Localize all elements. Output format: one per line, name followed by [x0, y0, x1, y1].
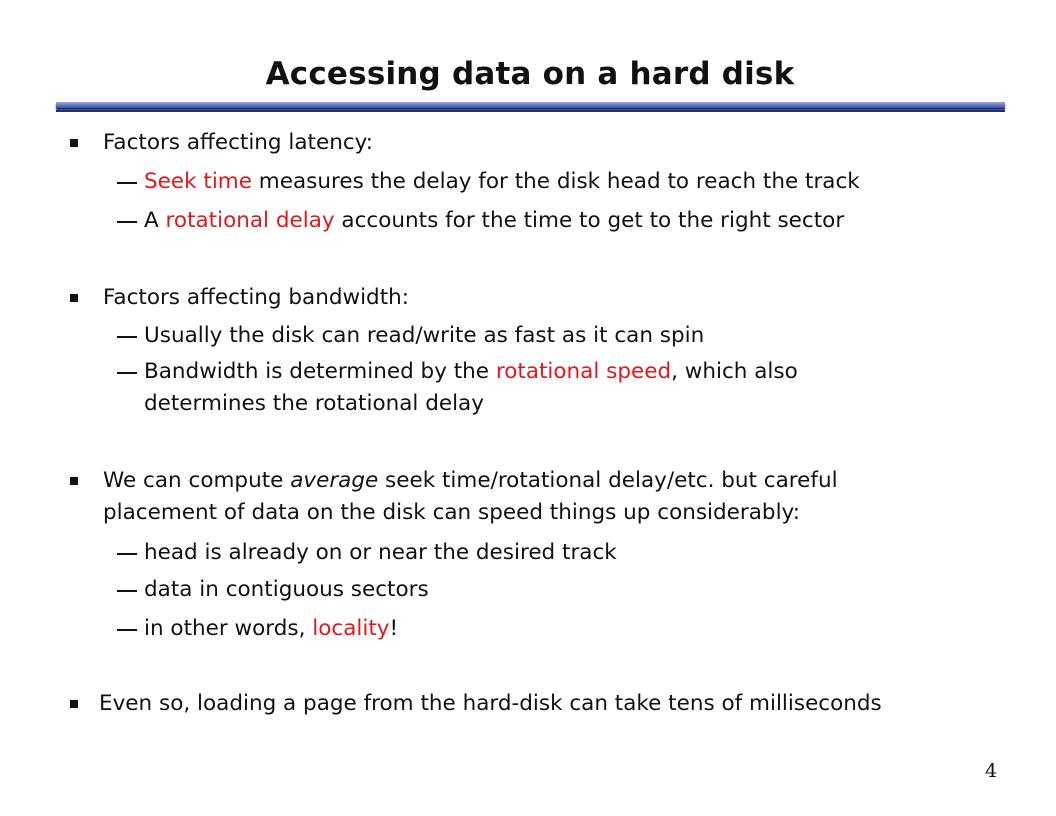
dash-icon: [117, 182, 137, 184]
bullet-text: Even so, loading a page from the hard-disk can take tens of milliseconds: [99, 691, 882, 716]
term-seek-time: Seek time: [144, 169, 252, 194]
slide-title: Accessing data on a hard disk: [265, 56, 795, 92]
bullet-square-icon: [70, 700, 78, 708]
sub-bullet-locality: in other words, locality!: [117, 613, 398, 645]
sub-bullet-contiguous: data in contiguous sectors: [117, 574, 429, 606]
emphasis-average: average: [290, 468, 379, 493]
bullet-square-icon: [70, 294, 78, 302]
bullet-text: Factors affecting bandwidth:: [103, 285, 409, 310]
dash-icon: [117, 629, 137, 631]
bullet-average: We can compute average seek time/rotational delay/etc. but careful placement of data on the disk can speed things up considerably:: [70, 465, 838, 529]
bullet-text: Factors affecting latency:: [103, 130, 374, 155]
page-number: 4: [985, 760, 998, 782]
sub-bullet-spin: Usually the disk can read/write as fast as it can spin: [117, 320, 704, 352]
sub-bullet-seek-time: Seek time measures the delay for the disk head to reach the track: [117, 166, 860, 198]
bullet-latency: [70, 127, 373, 159]
term-locality: locality: [312, 616, 390, 641]
sub-bullet-rotational-delay: A rotational delay accounts for the time to get to the right sector: [117, 205, 844, 237]
bullet-square-icon: [70, 477, 78, 485]
dash-icon: [117, 372, 137, 374]
dash-icon: [117, 590, 137, 592]
bullet-even-so: [70, 688, 882, 720]
dash-icon: [117, 553, 137, 555]
sub-bullet-rotational-speed: Bandwidth is determined by the rotational speed, which also determines the rotational delay: [117, 356, 798, 420]
bullet-square-icon: [70, 139, 78, 147]
sub-bullet-head: head is already on or near the desired track: [117, 537, 617, 569]
bullet-bandwidth: [70, 282, 409, 314]
term-rotational-delay: rotational delay: [165, 208, 335, 233]
dash-icon: [117, 336, 137, 338]
dash-icon: [117, 221, 137, 223]
title-underline-rule: [56, 102, 1005, 108]
term-rotational-speed: rotational speed: [495, 359, 672, 384]
